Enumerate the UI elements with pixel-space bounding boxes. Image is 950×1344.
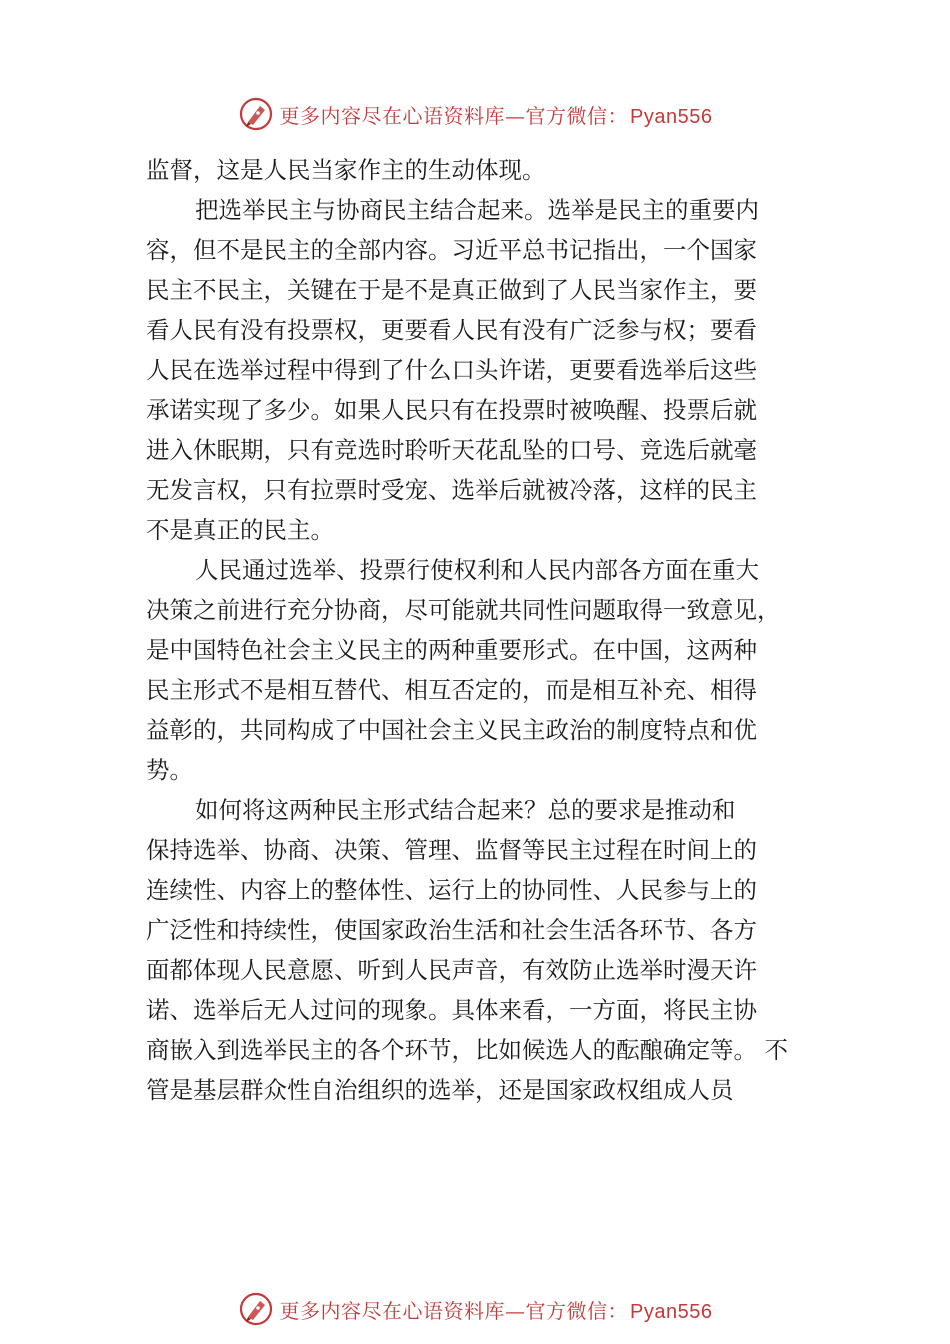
- body-line: 民主不民主，关键在于是不是真正做到了人民当家作主，要: [146, 276, 757, 304]
- footer-banner-label: 更多内容尽在心语资料库—官方微信：: [279, 1298, 629, 1323]
- document-body: [146, 150, 816, 1110]
- body-line: 民主形式不是相互替代、相互否定的，而是相互补充、相得: [146, 676, 757, 704]
- body-line: 管是基层群众性自治组织的选举，还是国家政权组成人员: [146, 1076, 734, 1104]
- body-line: 面都体现人民意愿、听到人民声音，有效防止选举时漫天许: [146, 956, 757, 984]
- footer-banner: [0, 1289, 950, 1329]
- body-line: 容，但不是民主的全部内容。习近平总书记指出，一个国家: [146, 236, 757, 264]
- body-line: 进入休眠期，只有竞选时聆听天花乱坠的口号、竞选后就毫: [146, 436, 757, 464]
- pen-nib-logo-icon: [238, 96, 274, 132]
- header-banner-text: [280, 100, 713, 129]
- body-line: 是中国特色社会主义民主的两种重要形式。在中国，这两种: [146, 636, 757, 664]
- header-banner: [0, 94, 950, 134]
- body-line: 如何将这两种民主形式结合起来？总的要求是推动和: [195, 796, 736, 824]
- body-line: 广泛性和持续性，使国家政治生活和社会生活各环节、各方: [146, 916, 757, 944]
- body-line: 益彰的，共同构成了中国社会主义民主政治的制度特点和优: [146, 716, 757, 744]
- body-line: 商嵌入到选举民主的各个环节，比如候选人的酝酿确定等。 不: [146, 1036, 788, 1064]
- body-line: 保持选举、协商、决策、管理、监督等民主过程在时间上的: [146, 836, 757, 864]
- body-line: 看人民有没有投票权，更要看人民有没有广泛参与权；要看: [146, 316, 757, 344]
- body-line: 人民在选举过程中得到了什么口头许诺，更要看选举后这些: [146, 356, 757, 384]
- body-line: 势。: [146, 756, 193, 784]
- footer-banner-wechat-id: Pyan556: [630, 1300, 713, 1323]
- body-line: 人民通过选举、投票行使权利和人民内部各方面在重大: [195, 556, 759, 584]
- pen-nib-logo-icon: [238, 1291, 274, 1327]
- footer-banner-text: [280, 1295, 713, 1324]
- header-banner-wechat-id: Pyan556: [630, 105, 713, 128]
- body-line: 决策之前进行充分协商，尽可能就共同性问题取得一致意见，: [146, 596, 781, 624]
- body-line: 把选举民主与协商民主结合起来。选举是民主的重要内: [195, 196, 759, 224]
- body-line: 连续性、内容上的整体性、运行上的协同性、人民参与上的: [146, 876, 757, 904]
- body-line: 诺、选举后无人过问的现象。具体来看，一方面，将民主协: [146, 996, 757, 1024]
- header-banner-label: 更多内容尽在心语资料库—官方微信：: [279, 103, 629, 128]
- body-line: 承诺实现了多少。如果人民只有在投票时被唤醒、投票后就: [146, 396, 757, 424]
- body-line: 监督，这是人民当家作主的生动体现。: [146, 156, 546, 184]
- body-line: 无发言权，只有拉票时受宠、选举后就被冷落，这样的民主: [146, 476, 757, 504]
- body-line: 不是真正的民主。: [146, 516, 334, 544]
